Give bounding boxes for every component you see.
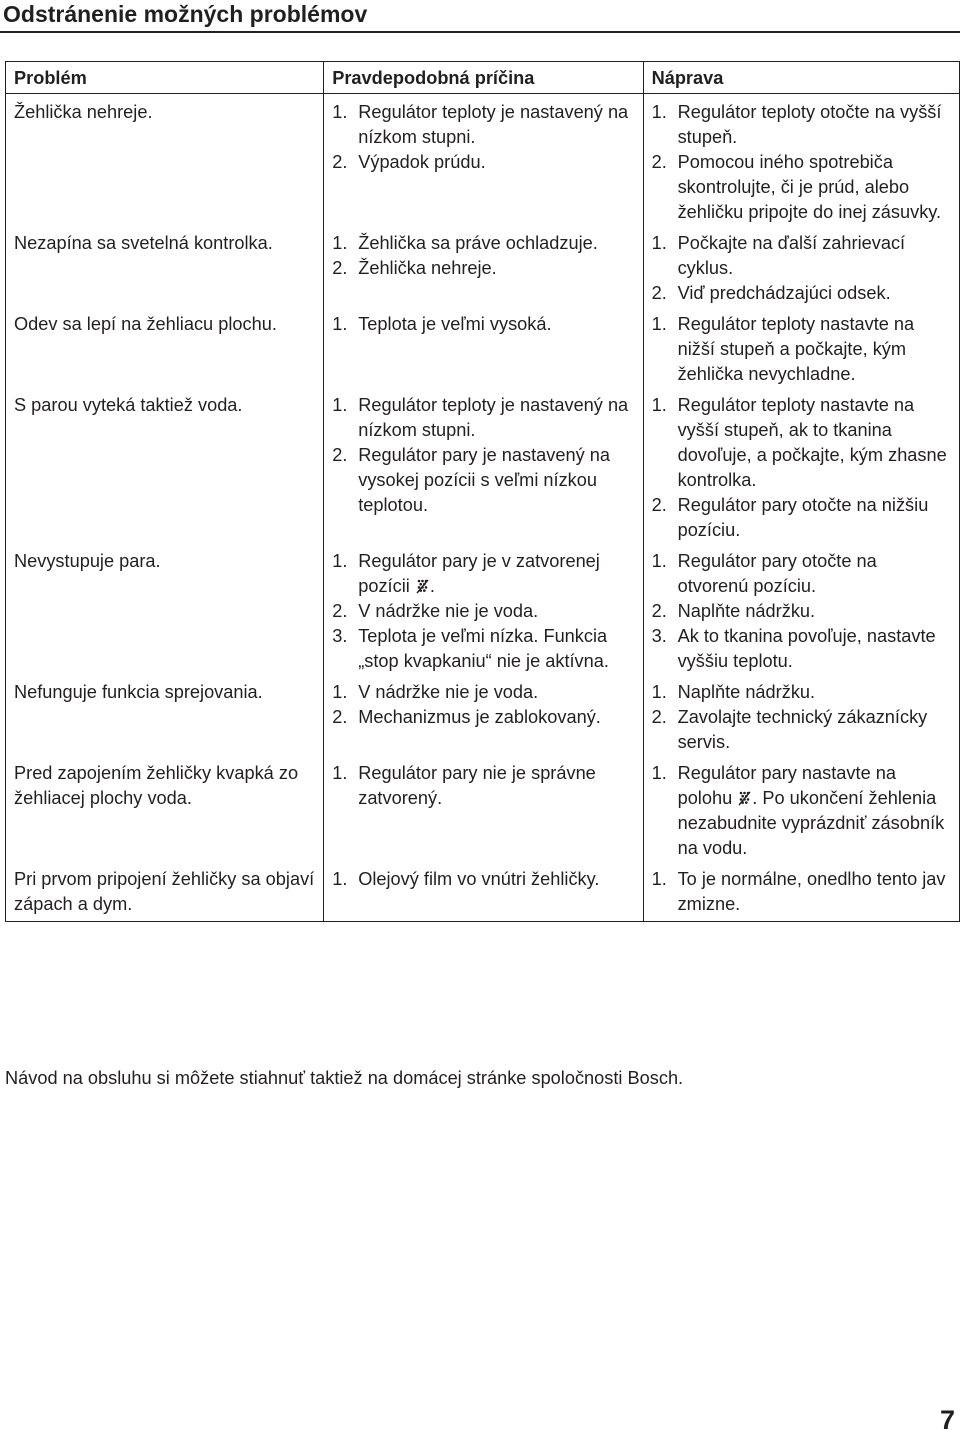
step-number: 1. bbox=[651, 395, 667, 415]
table-row bbox=[6, 759, 960, 865]
step-number: 1. bbox=[332, 395, 348, 415]
step-text: Regulátor pary je nastavený na vysokej pozícii s veľmi nízkou teplotou. bbox=[358, 445, 610, 515]
list-item bbox=[652, 624, 951, 674]
list-item bbox=[332, 150, 634, 175]
remedy-list bbox=[652, 312, 951, 387]
step-text: V nádržke nie je voda. bbox=[358, 601, 539, 621]
remedy-cell bbox=[643, 391, 959, 547]
list-item bbox=[332, 599, 634, 624]
list-item bbox=[652, 493, 951, 543]
table-row bbox=[6, 391, 960, 547]
step-text: Regulátor pary otočte na nižšiu pozíciu. bbox=[677, 495, 929, 540]
remedy-list bbox=[652, 680, 951, 755]
problem-cell: Žehlička nehreje. bbox=[6, 94, 324, 230]
list-item bbox=[332, 549, 634, 599]
step-text: Regulátor teploty je nastavený na nízkom stupni. bbox=[358, 395, 629, 440]
cause-list bbox=[332, 312, 634, 337]
step-text: Žehlička sa práve ochladzuje. bbox=[358, 233, 598, 253]
step-number: 1. bbox=[651, 314, 667, 334]
remedy-cell bbox=[643, 865, 959, 922]
step-text: Zavolajte technický zákaznícky servis. bbox=[677, 707, 928, 752]
step-text: Naplňte nádržku. bbox=[677, 601, 816, 621]
step-number: 1. bbox=[651, 763, 667, 783]
problem-cell: Nefunguje funkcia sprejovania. bbox=[6, 678, 324, 759]
cause-cell bbox=[324, 678, 643, 759]
list-item bbox=[652, 867, 951, 917]
cause-cell bbox=[324, 229, 643, 310]
step-number: 2. bbox=[651, 283, 667, 303]
problem-cell: Pri prvom pripojení žehličky sa objaví zápach a dym. bbox=[6, 865, 324, 922]
step-number: 1. bbox=[651, 869, 667, 889]
cause-cell bbox=[324, 759, 643, 865]
list-item bbox=[332, 867, 634, 892]
cause-cell bbox=[324, 547, 643, 678]
list-item bbox=[332, 705, 634, 730]
step-text: Pomocou iného spotrebiča skontrolujte, či je prúd, alebo žehličku pripojte do inej zásuvky. bbox=[677, 152, 942, 222]
step-text: Olejový film vo vnútri žehličky. bbox=[358, 869, 600, 889]
step-number: 2. bbox=[651, 707, 667, 727]
list-item bbox=[332, 100, 634, 150]
step-number: 1. bbox=[332, 314, 348, 334]
step-text: Teplota je veľmi nízka. Funkcia „stop kvapkaniu“ nie je aktívna. bbox=[358, 626, 609, 671]
page-number: 7 bbox=[939, 1405, 955, 1435]
list-item bbox=[652, 100, 951, 150]
cause-cell bbox=[324, 865, 643, 922]
cause-list bbox=[332, 680, 634, 730]
list-item bbox=[332, 256, 634, 281]
step-number: 1. bbox=[651, 233, 667, 253]
step-text: Regulátor teploty je nastavený na nízkom stupni. bbox=[358, 102, 629, 147]
table-row bbox=[6, 547, 960, 678]
remedy-list bbox=[652, 761, 951, 861]
step-text: Teplota je veľmi vysoká. bbox=[358, 314, 552, 334]
step-number: 2. bbox=[651, 601, 667, 621]
remedy-list bbox=[652, 393, 951, 543]
step-number: 1. bbox=[332, 682, 348, 702]
remedy-cell bbox=[643, 547, 959, 678]
step-number: 1. bbox=[332, 763, 348, 783]
list-item bbox=[652, 705, 951, 755]
step-number: 3. bbox=[332, 626, 348, 646]
header-problem: Problém bbox=[6, 62, 324, 94]
step-number: 1. bbox=[651, 102, 667, 122]
remedy-list bbox=[652, 867, 951, 917]
step-text: Regulátor teploty nastavte na vyšší stupeň, ak to tkanina dovoľuje, a počkajte, kým zhasne kontrolka. bbox=[677, 395, 947, 490]
steam-off-icon bbox=[416, 576, 429, 591]
steam-off-icon bbox=[738, 788, 751, 803]
remedy-cell bbox=[643, 759, 959, 865]
step-text: Naplňte nádržku. bbox=[677, 682, 816, 702]
remedy-cell bbox=[643, 678, 959, 759]
step-number: 1. bbox=[332, 869, 348, 889]
cause-list bbox=[332, 231, 634, 281]
step-text: Regulátor pary je v zatvorenej pozícii bbox=[358, 551, 600, 596]
step-text: Výpadok prúdu. bbox=[358, 152, 486, 172]
remedy-list bbox=[652, 549, 951, 674]
list-item bbox=[652, 281, 951, 306]
remedy-list bbox=[652, 100, 951, 225]
step-number: 1. bbox=[651, 551, 667, 571]
cause-list bbox=[332, 867, 634, 892]
step-text: To je normálne, onedlho tento jav zmizne. bbox=[677, 869, 946, 914]
step-number: 1. bbox=[651, 682, 667, 702]
step-text: Mechanizmus je zablokovaný. bbox=[358, 707, 601, 727]
title-divider bbox=[0, 31, 960, 33]
list-item bbox=[332, 393, 634, 443]
step-number: 2. bbox=[332, 152, 348, 172]
step-text: Regulátor pary nie je správne zatvorený. bbox=[358, 763, 596, 808]
step-text-continued: . bbox=[429, 576, 435, 596]
list-item bbox=[332, 624, 634, 674]
step-text: Počkajte na ďalší zahrievací cyklus. bbox=[677, 233, 906, 278]
list-item bbox=[332, 312, 634, 337]
list-item bbox=[652, 312, 951, 387]
cause-cell bbox=[324, 94, 643, 230]
step-number: 1. bbox=[332, 551, 348, 571]
problem-cell: Pred zapojením žehličky kvapká zo žehliacej plochy voda. bbox=[6, 759, 324, 865]
table-row bbox=[6, 94, 960, 230]
list-item bbox=[332, 680, 634, 705]
step-text: Žehlička nehreje. bbox=[358, 258, 497, 278]
list-item bbox=[652, 680, 951, 705]
header-cause: Pravdepodobná príčina bbox=[324, 62, 643, 94]
table-row bbox=[6, 310, 960, 391]
step-text: Ak to tkanina povoľuje, nastavte vyššiu teplotu. bbox=[677, 626, 936, 671]
list-item bbox=[332, 231, 634, 256]
step-text: Regulátor pary otočte na otvorenú pozíciu. bbox=[677, 551, 877, 596]
list-item bbox=[652, 150, 951, 225]
step-text-continued: . Po ukončení žehlenia nezabudnite vyprázdniť zásobník na vodu. bbox=[677, 788, 945, 858]
problem-cell: Nezapína sa svetelná kontrolka. bbox=[6, 229, 324, 310]
step-number: 2. bbox=[332, 707, 348, 727]
remedy-cell bbox=[643, 94, 959, 230]
list-item bbox=[332, 443, 634, 518]
table-header-row bbox=[6, 62, 960, 94]
table-row bbox=[6, 865, 960, 922]
problem-cell: Nevystupuje para. bbox=[6, 547, 324, 678]
list-item bbox=[652, 549, 951, 599]
download-note: Návod na obsluhu si môžete stiahnuť taktiež na domácej stránke spoločnosti Bosch. bbox=[5, 1068, 684, 1088]
table-row bbox=[6, 229, 960, 310]
step-number: 2. bbox=[332, 258, 348, 278]
problem-cell: S parou vyteká taktiež voda. bbox=[6, 391, 324, 547]
cause-list bbox=[332, 761, 634, 811]
step-text: Regulátor teploty nastavte na nižší stupeň a počkajte, kým žehlička nevychladne. bbox=[677, 314, 915, 384]
step-number: 2. bbox=[332, 601, 348, 621]
cause-list bbox=[332, 549, 634, 674]
table-row bbox=[6, 678, 960, 759]
list-item bbox=[652, 761, 951, 861]
header-remedy: Náprava bbox=[643, 62, 959, 94]
remedy-list bbox=[652, 231, 951, 306]
remedy-cell bbox=[643, 229, 959, 310]
page-title: Odstránenie možných problémov bbox=[3, 1, 368, 27]
cause-list bbox=[332, 393, 634, 518]
step-text: Viď predchádzajúci odsek. bbox=[677, 283, 891, 303]
step-text: Regulátor pary nastavte na polohu bbox=[677, 763, 896, 808]
step-text: Regulátor teploty otočte na vyšší stupeň. bbox=[677, 102, 942, 147]
cause-cell bbox=[324, 310, 643, 391]
cause-list bbox=[332, 100, 634, 175]
table-body bbox=[6, 94, 960, 922]
step-text: V nádržke nie je voda. bbox=[358, 682, 539, 702]
list-item bbox=[652, 231, 951, 281]
step-number: 1. bbox=[332, 102, 348, 122]
list-item bbox=[652, 599, 951, 624]
step-number: 2. bbox=[332, 445, 348, 465]
list-item bbox=[652, 393, 951, 493]
step-number: 3. bbox=[651, 626, 667, 646]
remedy-cell bbox=[643, 310, 959, 391]
step-number: 1. bbox=[332, 233, 348, 253]
problem-cell: Odev sa lepí na žehliacu plochu. bbox=[6, 310, 324, 391]
troubleshooting-table bbox=[5, 61, 960, 922]
list-item bbox=[332, 761, 634, 811]
cause-cell bbox=[324, 391, 643, 547]
step-number: 2. bbox=[651, 495, 667, 515]
step-number: 2. bbox=[651, 152, 667, 172]
